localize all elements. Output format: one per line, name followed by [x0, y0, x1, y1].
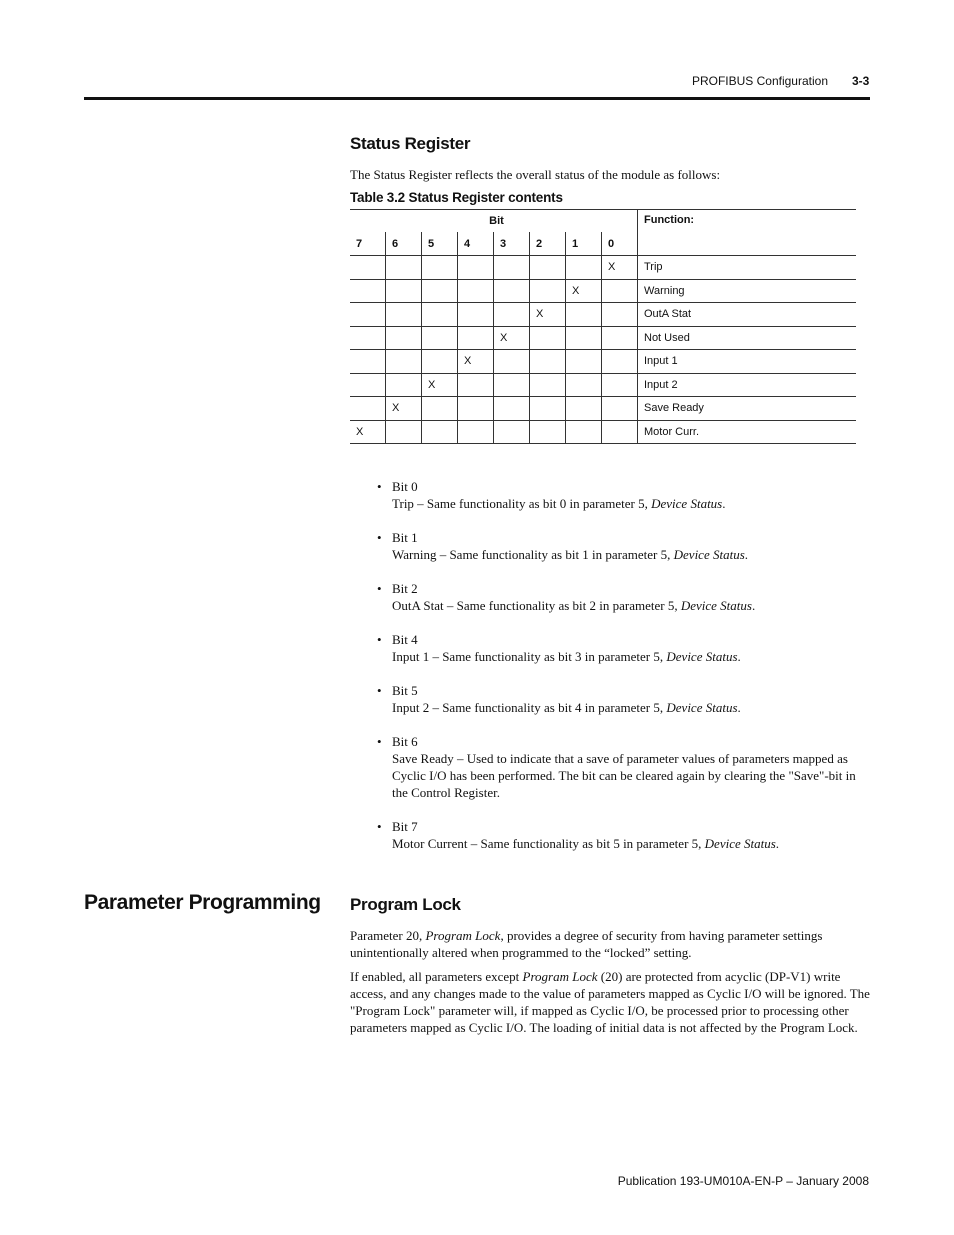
bit-cell: X [530, 303, 566, 327]
bit-cell: X [494, 326, 530, 350]
bullet-reference: Device Status [651, 496, 723, 511]
bullet-reference: Device Status [666, 649, 738, 664]
list-item [377, 529, 867, 563]
bit-cell [386, 326, 422, 350]
bit-description-list [377, 478, 867, 869]
footer-publication: Publication 193-UM010A-EN-P – January 2008 [617, 1174, 869, 1188]
bit-cell [602, 326, 638, 350]
bit-cell [458, 326, 494, 350]
bullet-icon: • [377, 819, 382, 834]
status-register-table [350, 209, 856, 444]
bit-cell [350, 256, 386, 280]
bit-cell [530, 373, 566, 397]
section-heading-status-register: Status Register [350, 134, 471, 153]
function-cell: Input 1 [638, 350, 857, 374]
bit-cell [350, 373, 386, 397]
bit-cell [422, 303, 458, 327]
page-number: 3-3 [852, 74, 870, 88]
bit-column-header: 1 [566, 232, 602, 256]
bit-column-header: 2 [530, 232, 566, 256]
bit-cell [422, 397, 458, 421]
bit-column-header: 3 [494, 232, 530, 256]
bullet-body [392, 597, 867, 614]
bit-cell [350, 279, 386, 303]
bit-cell [602, 279, 638, 303]
bit-cell: X [386, 397, 422, 421]
subheading-program-lock: Program Lock [350, 895, 461, 914]
list-item [377, 818, 867, 852]
bit-cell [566, 397, 602, 421]
bullet-icon: • [377, 683, 382, 698]
bit-cell [458, 420, 494, 444]
bit-cell [566, 303, 602, 327]
bullet-end: . [737, 700, 741, 715]
bullet-text: Input 2 – Same functionality as bit 4 in parameter 5, [392, 700, 667, 715]
bit-cell [530, 326, 566, 350]
bit-cell [386, 303, 422, 327]
table-row [350, 326, 856, 350]
bit-cell [422, 350, 458, 374]
p1-text-a: Parameter 20, [350, 928, 426, 943]
p2-emphasis: Program Lock [522, 969, 598, 984]
table-row [350, 279, 856, 303]
table-row [350, 303, 856, 327]
table-caption: Table 3.2 Status Register contents [350, 190, 563, 205]
bullet-text: OutA Stat – Same functionality as bit 2 in parameter 5, [392, 598, 681, 613]
bit-cell [602, 397, 638, 421]
bullet-reference: Device Status [673, 547, 745, 562]
bit-cell [602, 303, 638, 327]
function-cell: Input 2 [638, 373, 857, 397]
bullet-title: Bit 5 [392, 683, 418, 698]
bit-cell [566, 326, 602, 350]
bit-cell [494, 420, 530, 444]
bit-cell [494, 303, 530, 327]
bit-cell [602, 373, 638, 397]
bit-cell [494, 373, 530, 397]
bit-cell [422, 420, 458, 444]
bit-column-header: 6 [386, 232, 422, 256]
bit-cell [602, 420, 638, 444]
bullet-body [392, 750, 867, 801]
bullet-text: Warning – Same functionality as bit 1 in parameter 5, [392, 547, 674, 562]
bullet-icon: • [377, 530, 382, 545]
function-cell: Trip [638, 256, 857, 280]
bit-cell [530, 350, 566, 374]
bit-cell [566, 256, 602, 280]
table-row [350, 256, 856, 280]
section-heading-parameter-programming: Parameter Programming [84, 891, 321, 914]
bit-cell [386, 256, 422, 280]
bullet-body [392, 546, 867, 563]
p2-text-b: (20) are protected from acyclic (DP-V1) write access, and any changes made to the value of parameters mapped as Cyclic I/O will be ignored. The "Program Lock" parameter will, if mapped as Cyclic I/O, be processed prior to processing other parameters mapped as Cyclic I/O. The loading of initial data is not affected by the Program Lock. [350, 969, 870, 1035]
bit-cell: X [602, 256, 638, 280]
bit-column-header: 0 [602, 232, 638, 256]
bit-header: Bit [350, 210, 638, 233]
bit-cell [530, 279, 566, 303]
bit-cell: X [350, 420, 386, 444]
bit-cell [422, 256, 458, 280]
bullet-title: Bit 6 [392, 734, 418, 749]
bit-cell [350, 303, 386, 327]
bit-cell [458, 303, 494, 327]
bit-cell: X [566, 279, 602, 303]
table-row [350, 420, 856, 444]
function-cell: Warning [638, 279, 857, 303]
table-row [350, 397, 856, 421]
bullet-title: Bit 1 [392, 530, 418, 545]
bit-column-header: 5 [422, 232, 458, 256]
bit-cell [530, 420, 566, 444]
bit-cell [602, 350, 638, 374]
bullet-text: Input 1 – Same functionality as bit 3 in parameter 5, [392, 649, 667, 664]
bullet-end: . [751, 598, 756, 613]
bullet-text: Motor Current – Same functionality as bit 5 in parameter 5, [392, 836, 705, 851]
table-row [350, 373, 856, 397]
bit-cell [422, 326, 458, 350]
bullet-reference: Device Status [680, 598, 752, 613]
bullet-title: Bit 2 [392, 581, 418, 596]
bit-cell [386, 373, 422, 397]
bit-cell [458, 279, 494, 303]
bullet-end: . [722, 496, 726, 511]
bit-cell [350, 397, 386, 421]
bit-cell [530, 256, 566, 280]
bit-cell: X [458, 350, 494, 374]
bit-cell [566, 420, 602, 444]
bit-column-header: 4 [458, 232, 494, 256]
bit-cell [458, 373, 494, 397]
function-cell: Not Used [638, 326, 857, 350]
bit-cell [566, 350, 602, 374]
bit-cell [458, 397, 494, 421]
p1-emphasis: Program Lock [425, 928, 501, 943]
bit-cell [422, 279, 458, 303]
bit-cell [458, 256, 494, 280]
bit-cell [494, 279, 530, 303]
function-cell: Save Ready [638, 397, 857, 421]
running-header-section: PROFIBUS Configuration [691, 74, 828, 88]
bit-cell [386, 350, 422, 374]
bit-cell [350, 350, 386, 374]
intro-paragraph: The Status Register reflects the overall status of the module as follows: [350, 167, 721, 182]
bit-cell [386, 279, 422, 303]
bullet-reference: Device Status [704, 836, 776, 851]
bullet-icon: • [377, 734, 382, 749]
bullet-reference: Device Status [666, 700, 738, 715]
bit-cell [494, 397, 530, 421]
bullet-body [392, 835, 867, 852]
bullet-title: Bit 7 [392, 819, 418, 834]
bullet-text: Save Ready – Used to indicate that a save of parameter values of parameters mapped as Cyclic I/O has been performed. The bit can be cleared again by clearing the "Save"-bit in the Control Register. [392, 751, 856, 800]
bullet-icon: • [377, 479, 382, 494]
program-lock-paragraph-1 [350, 927, 870, 961]
bullet-body [392, 699, 867, 716]
bit-cell [386, 420, 422, 444]
list-item [377, 631, 867, 665]
bit-cell [530, 397, 566, 421]
bullet-end: . [737, 649, 741, 664]
bullet-icon: • [377, 632, 382, 647]
bullet-end: . [744, 547, 749, 562]
bit-cell [494, 350, 530, 374]
list-item [377, 580, 867, 614]
bullet-text: Trip – Same functionality as bit 0 in parameter 5, [392, 496, 652, 511]
bullet-end: . [775, 836, 780, 851]
list-item [377, 682, 867, 716]
bit-cell: X [422, 373, 458, 397]
program-lock-paragraph-2 [350, 968, 870, 1036]
function-cell: OutA Stat [638, 303, 857, 327]
bullet-body [392, 495, 867, 512]
p2-text-a: If enabled, all parameters except [350, 969, 523, 984]
function-cell: Motor Curr. [638, 420, 857, 444]
bullet-title: Bit 0 [392, 479, 418, 494]
bullet-icon: • [377, 581, 382, 596]
p1-text-b: , provides a degree of security from having parameter settings unintentionally altered when programmed to the “locked” setting. [350, 928, 823, 960]
list-item [377, 478, 867, 512]
bit-cell [350, 326, 386, 350]
bit-cell [494, 256, 530, 280]
bullet-body [392, 648, 867, 665]
bit-cell [566, 373, 602, 397]
header-rule [84, 97, 870, 100]
bullet-title: Bit 4 [392, 632, 418, 647]
table-row [350, 350, 856, 374]
bit-column-header: 7 [350, 232, 386, 256]
list-item [377, 733, 867, 801]
function-header: Function: [638, 210, 857, 256]
